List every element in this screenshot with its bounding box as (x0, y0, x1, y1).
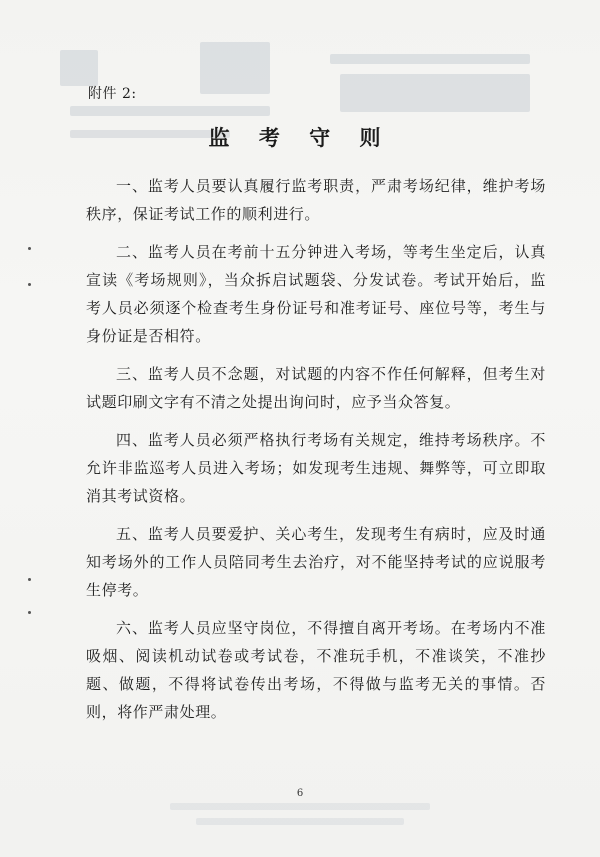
binding-dot (28, 611, 31, 614)
document-title: 监 考 守 则 (208, 125, 392, 150)
rule-paragraph-4: 四、监考人员必须严格执行考场有关规定，维持考场秩序。不允许非监巡考人员进入考场；如发现考生违规、舞弊等，可立即取消其考试资格。 (86, 431, 546, 505)
document-body (86, 172, 546, 736)
binding-dot (28, 247, 31, 250)
rule-paragraph-5: 五、监考人员要爱护、关心考生，发现考生有病时，应及时通知考场外的工作人员陪同考生去治疗，对不能坚持考试的应说服考生停考。 (86, 525, 546, 599)
rule-paragraph-3: 三、监考人员不念题，对试题的内容不作任何解释，但考生对试题印刷文字有不清之处提出询问时，应予当众答复。 (86, 365, 546, 411)
binding-dot (28, 283, 31, 286)
binding-dot (28, 578, 31, 581)
rule-paragraph-2: 二、监考人员在考前十五分钟进入考场，等考生坐定后，认真宣读《考场规则》，当众拆启试题袋、分发试卷。考试开始后，监考人员必须逐个检查考生身份证号和准考证号、座位号等，考生与身份证是否相符。 (86, 243, 546, 345)
rule-paragraph-1: 一、监考人员要认真履行监考职责，严肃考场纪律，维护考场秩序，保证考试工作的顺利进行。 (86, 177, 546, 223)
attachment-label: 附件 2: (88, 86, 137, 102)
footer-bleed-through (170, 795, 430, 835)
page-number: 6 (296, 788, 304, 799)
rule-paragraph-6: 六、监考人员应坚守岗位，不得擅自离开考场。在考场内不准吸烟、阅读机动试卷或考试卷，不准玩手机，不准谈笑，不准抄题、做题，不得将试卷传出考场，不得做与监考无关的事情。否则，将作严肃处理。 (86, 619, 546, 721)
